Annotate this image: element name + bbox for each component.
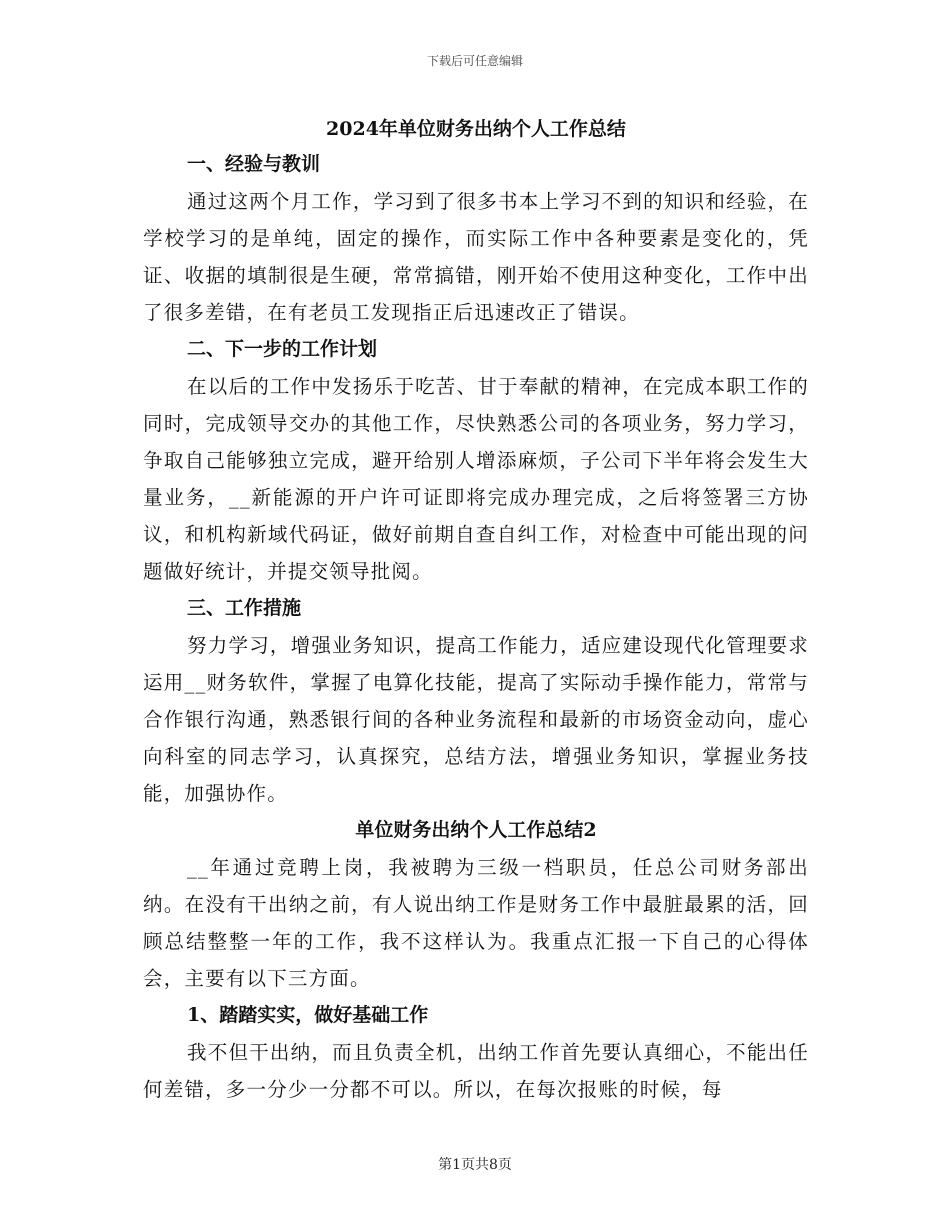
paragraph-basic-work: 我不但干出纳，而且负责全机，出纳工作首先要认真细心，不能出任何差错，多一分少一分都不可以。所以，在每次报账的时候，每 xyxy=(143,1041,809,1101)
paragraph-plan: 在以后的工作中发扬乐于吃苦、甘于奉献的精神，在完成本职工作的同时，完成领导交办的其他工作，尽快熟悉公司的各项业务，努力学习，争取自己能够独立完成，避开给别人增添麻烦，子公司下半年将会发生大量业务，__新能源的开户许可证即将完成办理完成，之后将签署三方协议，和机构新域代码证，做好前期自查自纠工作，对检查中可能出现的问题做好统计，并提交领导批阅。 xyxy=(143,375,809,583)
section-heading-plan: 二、下一步的工作计划 xyxy=(187,338,378,360)
section-heading-measures: 三、工作措施 xyxy=(187,597,302,619)
paragraph-experience: 通过这两个月工作，学习到了很多书本上学习不到的知识和经验，在学校学习的是单纯，固定的操作，而实际工作中各种要素是变化的，凭证、收据的填制很是生硬，常常搞错，刚开始不使用这种变化，工作中出了很多差错，在有老员工发现指正后迅速改正了错误。 xyxy=(143,190,809,324)
paragraph-measures: 努力学习，增强业务知识，提高工作能力，适应建设现代化管理要求运用__财务软件，掌握了电算化技能，提高了实际动手操作能力，常常与合作银行沟通，熟悉银行间的各种业务流程和最新的市场资金动向，虚心向科室的同志学习，认真探究，总结方法，增强业务知识，掌握业务技能，加强协作。 xyxy=(143,634,809,805)
document-subtitle-2: 单位财务出纳个人工作总结2 xyxy=(355,819,597,841)
section-heading-experience: 一、经验与教训 xyxy=(187,153,321,175)
header-note: 下载后可任意编辑 xyxy=(426,54,523,68)
paragraph-part2-intro: __年通过竞聘上岗，我被聘为三级一档职员，任总公司财务部出纳。在没有干出纳之前，有人说出纳工作是财务工作中最脏最累的活，回顾总结整整一年的工作，我不这样认为。我重点汇报一下自己的心得体会，主要有以下三方面。 xyxy=(143,856,809,990)
document-body xyxy=(143,112,809,1108)
document-title: 2024年单位财务出纳个人工作总结 xyxy=(326,118,626,140)
page-footer: 第1页共8页 xyxy=(438,1157,512,1173)
section-heading-basic-work: 1、踏踏实实，做好基础工作 xyxy=(187,1004,429,1026)
